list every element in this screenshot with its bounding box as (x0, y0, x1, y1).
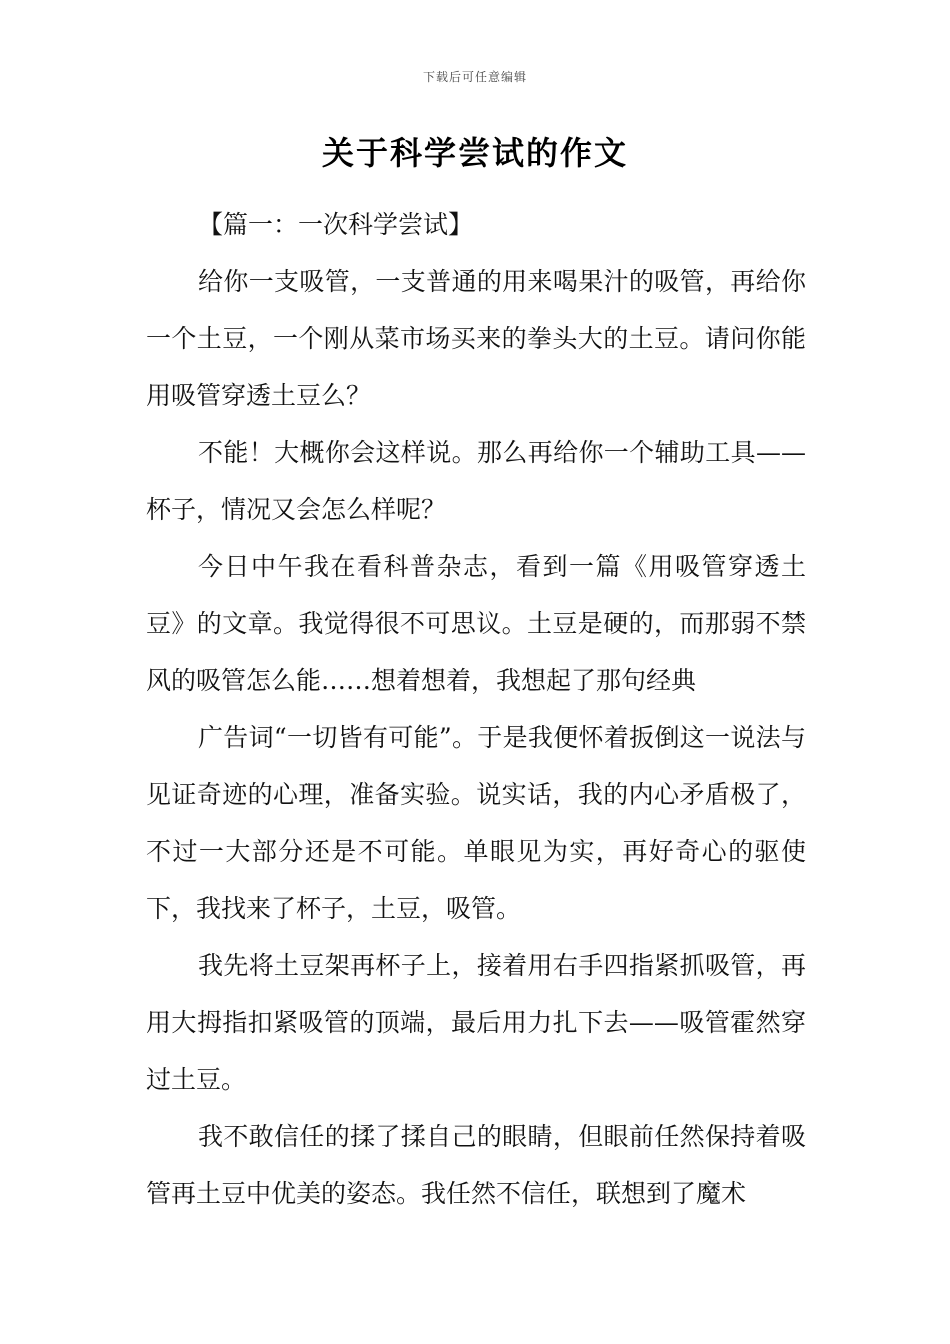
paragraph: 我不敢信任的揉了揉自己的眼睛，但眼前任然保持着吸管再土豆中优美的姿态。我任然不信任，联想到了魔术 (146, 1122, 806, 1208)
paragraph: 给你一支吸管，一支普通的用来喝果汁的吸管，再给你一个土豆，一个刚从菜市场买来的拳头大的土豆。请问你能用吸管穿透土豆么？ (146, 267, 806, 410)
paragraph: 今日中午我在看科普杂志，看到一篇《用吸管穿透土豆》的文章。我觉得很不可思议。土豆是硬的，而那弱不禁风的吸管怎么能……想着想着，我想起了那句经典 (146, 552, 806, 695)
paragraph: 不能！大概你会这样说。那么再给你一个辅助工具——杯子，情况又会怎么样呢？ (146, 438, 806, 524)
page-title: 关于科学尝试的作文 (321, 134, 628, 172)
header-note: 下载后可任意编辑 (422, 70, 527, 84)
section-heading: 【篇一：一次科学尝试】 (198, 210, 474, 239)
paragraph: 我先将土豆架再杯子上，接着用右手四指紧抓吸管，再用大拇指扣紧吸管的顶端，最后用力扎下去——吸管霍然穿过土豆。 (146, 951, 806, 1094)
document-body (146, 196, 806, 1222)
paragraph: 广告词“一切皆有可能”。于是我便怀着扳倒这一说法与见证奇迹的心理，准备实验。说实话，我的内心矛盾极了，不过一大部分还是不可能。单眼见为实，再好奇心的驱使下，我找来了杯子，土豆，吸管。 (146, 723, 806, 923)
